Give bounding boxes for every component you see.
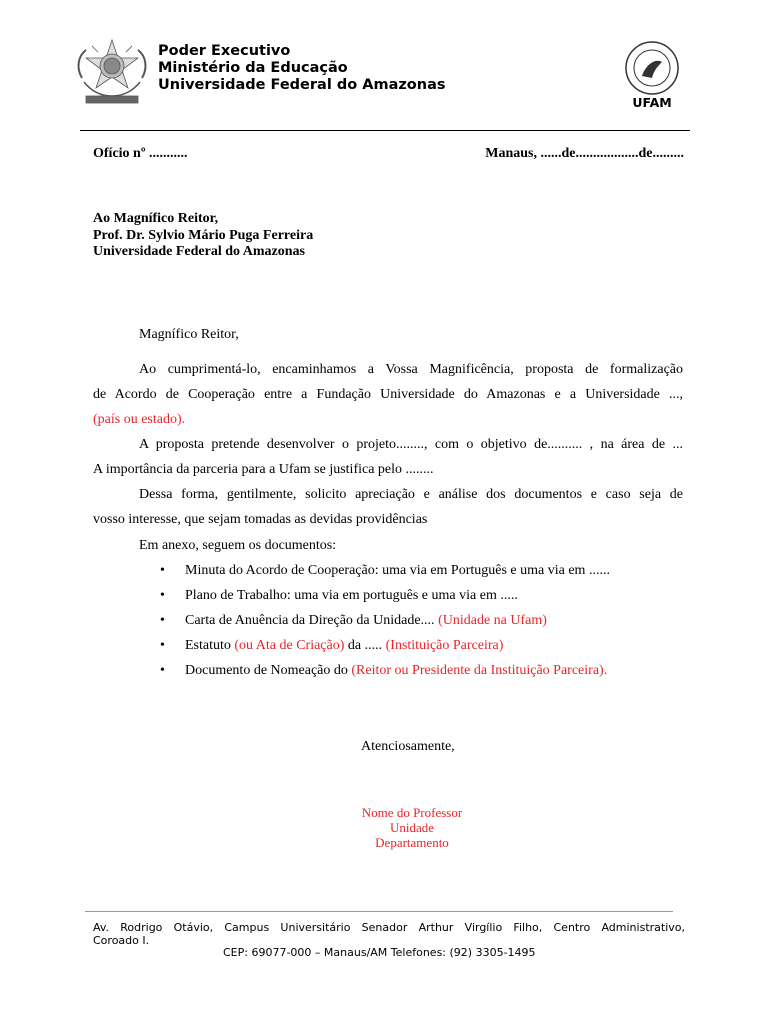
paragraph-3-line-2: vosso interesse, que sejam tomadas as devidas providências xyxy=(93,512,428,527)
addressee-line-1: Ao Magnífico Reitor, xyxy=(93,211,219,226)
header-divider xyxy=(80,130,690,131)
bullet-icon: • xyxy=(160,638,165,653)
paragraph-1-line-1: Ao cumprimentá-lo, encaminhamos a Vossa Magnificência, proposta de formalização xyxy=(139,362,683,377)
paragraph-2-line-2: A importância da parceria para a Ufam se justifica pelo ........ xyxy=(93,462,434,477)
list-item-red-note: (Reitor ou Presidente da Instituição Parceira). xyxy=(351,663,608,678)
paragraph-3-line-1: Dessa forma, gentilmente, solicito apreciação e análise dos documentos e caso seja de xyxy=(139,487,683,502)
signature-department: Departamento xyxy=(375,835,449,850)
list-item xyxy=(160,588,518,604)
list-item-text: Documento de Nomeação do xyxy=(185,663,352,678)
list-item xyxy=(160,563,610,579)
addressee-line-2: Prof. Dr. Sylvio Mário Puga Ferreira xyxy=(93,228,314,243)
place-date: Manaus, ......de..................de......... xyxy=(485,146,684,161)
ufam-logo xyxy=(618,40,686,110)
footer-contact: CEP: 69077-000 – Manaus/AM Telefones: (92) 3305-1495 xyxy=(223,946,536,959)
footer-address-line-1: Av. Rodrigo Otávio, Campus Universitário Senador Arthur Virgílio Filho, Centro Administrativo, xyxy=(93,921,685,934)
list-item xyxy=(160,613,547,629)
list-item-text: Minuta do Acordo de Cooperação: uma via em Português e uma via em ...... xyxy=(185,563,610,578)
header-line-poder: Poder Executivo xyxy=(158,43,291,59)
closing-regards: Atenciosamente, xyxy=(361,739,455,754)
bullet-icon: • xyxy=(160,663,165,678)
annex-intro: Em anexo, seguem os documentos: xyxy=(139,538,337,553)
paragraph-1-red-note: (país ou estado). xyxy=(93,412,186,427)
footer-address-line-2: Coroado I. xyxy=(93,934,150,947)
addressee-line-3: Universidade Federal do Amazonas xyxy=(93,244,305,259)
list-item-text: da ..... xyxy=(344,638,386,653)
list-item-red-note: (Unidade na Ufam) xyxy=(438,613,547,628)
list-item xyxy=(160,638,503,654)
footer-divider xyxy=(85,911,673,912)
list-item xyxy=(160,663,607,679)
signature-name: Nome do Professor xyxy=(361,805,463,820)
bullet-icon: • xyxy=(160,613,165,628)
list-item-text: Estatuto xyxy=(185,638,235,653)
oficio-number: Ofício nº ........... xyxy=(93,146,188,161)
header-line-universidade: Universidade Federal do Amazonas xyxy=(158,77,446,93)
bullet-icon: • xyxy=(160,588,165,603)
ufam-seal-icon xyxy=(618,40,686,96)
signature-unit: Unidade xyxy=(389,820,435,835)
bullet-icon: • xyxy=(160,563,165,578)
header-title-block xyxy=(158,43,446,94)
brazil-coat-of-arms-icon xyxy=(72,38,152,110)
signature-block xyxy=(312,805,512,850)
header-line-ministerio: Ministério da Educação xyxy=(158,60,348,76)
list-item-red-note: (ou Ata de Criação) xyxy=(234,638,345,653)
list-item-text: Plano de Trabalho: uma via em português e uma via em ..... xyxy=(185,588,518,603)
paragraph-1-line-2: de Acordo de Cooperação entre a Fundação Universidade do Amazonas e a Universidade ..., xyxy=(93,387,683,402)
salutation: Magnífico Reitor, xyxy=(139,327,239,342)
paragraph-2-line-1: A proposta pretende desenvolver o projeto........, com o objetivo de.......... , na área de ... xyxy=(139,437,683,452)
ufam-logo-text: UFAM xyxy=(632,95,672,110)
list-item-red-note: (Instituição Parceira) xyxy=(385,638,504,653)
list-item-text: Carta de Anuência da Direção da Unidade.... xyxy=(185,613,439,628)
